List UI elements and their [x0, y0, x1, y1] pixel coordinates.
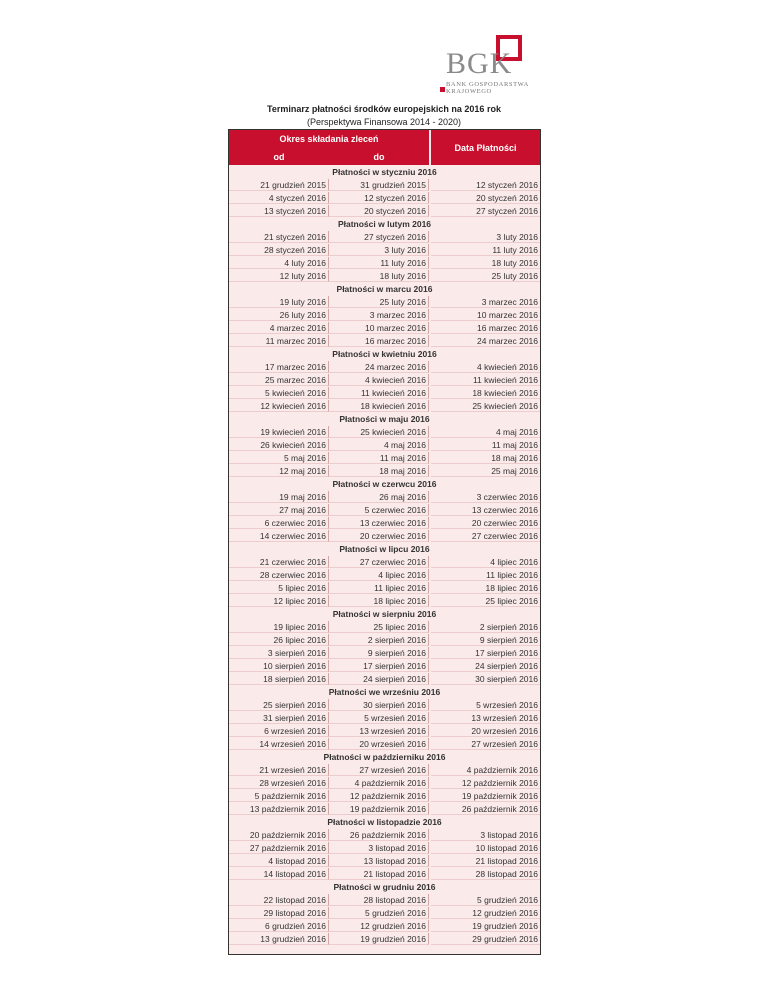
from-date-cell: 12 maj 2016 — [229, 465, 329, 477]
payment-date-cell: 20 czerwiec 2016 — [431, 517, 540, 529]
from-date-cell: 12 luty 2016 — [229, 270, 329, 282]
to-date-cell: 19 październik 2016 — [329, 803, 429, 815]
logo-wordmark: BGK — [446, 47, 513, 80]
payment-date-cell: 18 lipiec 2016 — [431, 582, 540, 594]
to-date-cell: 3 marzec 2016 — [329, 309, 429, 321]
to-date-cell: 18 luty 2016 — [329, 270, 429, 282]
to-date-cell: 25 luty 2016 — [329, 296, 429, 308]
payment-date-cell: 12 październik 2016 — [431, 777, 540, 789]
payment-date-cell: 3 luty 2016 — [431, 231, 540, 243]
payment-date-cell: 3 czerwiec 2016 — [431, 491, 540, 503]
payment-date-cell: 25 maj 2016 — [431, 465, 540, 477]
header-payment-date: Data Płatności — [431, 130, 540, 165]
to-date-cell: 18 maj 2016 — [329, 465, 429, 477]
from-date-cell: 21 grudzień 2015 — [229, 179, 329, 191]
from-date-cell: 13 październik 2016 — [229, 803, 329, 815]
to-date-cell: 25 kwiecień 2016 — [329, 426, 429, 438]
from-date-cell: 4 styczeń 2016 — [229, 192, 329, 204]
payment-date-cell: 3 listopad 2016 — [431, 829, 540, 841]
document-subtitle: (Perspektywa Finansowa 2014 - 2020) — [306, 117, 462, 127]
document-title: Terminarz płatności środków europejskich na 2016 rok — [267, 104, 501, 114]
to-date-cell: 9 sierpień 2016 — [329, 647, 429, 659]
payment-date-cell: 2 sierpień 2016 — [431, 621, 540, 633]
to-date-cell: 20 wrzesień 2016 — [329, 738, 429, 750]
payment-date-cell: 12 grudzień 2016 — [431, 907, 540, 919]
from-date-cell: 27 maj 2016 — [229, 504, 329, 516]
to-date-cell: 4 kwiecień 2016 — [329, 374, 429, 386]
from-date-cell: 13 styczeń 2016 — [229, 205, 329, 217]
to-date-cell: 12 grudzień 2016 — [329, 920, 429, 932]
from-date-cell: 12 kwiecień 2016 — [229, 400, 329, 412]
month-heading: Płatności w lipcu 2016 — [339, 543, 430, 554]
payment-date-cell: 19 październik 2016 — [431, 790, 540, 802]
from-date-cell: 25 marzec 2016 — [229, 374, 329, 386]
payment-date-cell: 30 sierpień 2016 — [431, 673, 540, 685]
logo-dot-icon — [440, 87, 445, 92]
payment-date-cell: 3 marzec 2016 — [431, 296, 540, 308]
to-date-cell: 3 listopad 2016 — [329, 842, 429, 854]
to-date-cell: 21 listopad 2016 — [329, 868, 429, 880]
from-date-cell: 25 sierpień 2016 — [229, 699, 329, 711]
from-date-cell: 13 grudzień 2016 — [229, 933, 329, 945]
from-date-cell: 12 lipiec 2016 — [229, 595, 329, 607]
to-date-cell: 18 lipiec 2016 — [329, 595, 429, 607]
to-date-cell: 13 czerwiec 2016 — [329, 517, 429, 529]
payment-date-cell: 17 sierpień 2016 — [431, 647, 540, 659]
to-date-cell: 16 marzec 2016 — [329, 335, 429, 347]
from-date-cell: 22 listopad 2016 — [229, 894, 329, 906]
to-date-cell: 18 kwiecień 2016 — [329, 400, 429, 412]
to-date-cell: 4 październik 2016 — [329, 777, 429, 789]
month-heading: Płatności w grudniu 2016 — [333, 882, 436, 892]
to-date-cell: 26 październik 2016 — [329, 829, 429, 841]
from-date-cell: 17 marzec 2016 — [229, 361, 329, 373]
payment-date-cell: 9 sierpień 2016 — [431, 634, 540, 646]
payment-date-cell: 4 październik 2016 — [431, 764, 540, 776]
from-date-cell: 10 sierpień 2016 — [229, 660, 329, 672]
from-date-cell: 6 grudzień 2016 — [229, 920, 329, 932]
header-from: od — [229, 148, 329, 165]
month-heading: Płatności w marcu 2016 — [336, 283, 433, 294]
month-heading: Płatności w październiku 2016 — [323, 752, 446, 762]
from-date-cell: 19 lipiec 2016 — [229, 621, 329, 633]
payment-date-cell: 18 luty 2016 — [431, 257, 540, 269]
to-date-cell: 28 listopad 2016 — [329, 894, 429, 906]
payment-date-cell: 27 styczeń 2016 — [431, 205, 540, 217]
to-date-cell: 11 lipiec 2016 — [329, 582, 429, 594]
payment-date-cell: 13 czerwiec 2016 — [431, 504, 540, 516]
to-date-cell: 4 lipiec 2016 — [329, 569, 429, 581]
month-heading: Płatności w lutym 2016 — [337, 218, 432, 229]
bgk-logo — [446, 35, 551, 93]
payment-date-cell: 27 czerwiec 2016 — [431, 530, 540, 542]
from-date-cell: 19 maj 2016 — [229, 491, 329, 503]
payment-date-cell: 26 październik 2016 — [431, 803, 540, 815]
from-date-cell: 18 sierpień 2016 — [229, 673, 329, 685]
to-date-cell: 11 kwiecień 2016 — [329, 387, 429, 399]
from-date-cell: 28 wrzesień 2016 — [229, 777, 329, 789]
to-date-cell: 20 czerwiec 2016 — [329, 530, 429, 542]
to-date-cell: 24 marzec 2016 — [329, 361, 429, 373]
to-date-cell: 12 styczeń 2016 — [329, 192, 429, 204]
to-date-cell: 30 sierpień 2016 — [329, 699, 429, 711]
to-date-cell: 3 luty 2016 — [329, 244, 429, 256]
to-date-cell: 26 maj 2016 — [329, 491, 429, 503]
payment-date-cell: 10 listopad 2016 — [431, 842, 540, 854]
from-date-cell: 26 luty 2016 — [229, 309, 329, 321]
payment-schedule-table — [228, 129, 541, 955]
to-date-cell: 27 czerwiec 2016 — [329, 556, 429, 568]
from-date-cell: 19 kwiecień 2016 — [229, 426, 329, 438]
from-date-cell: 5 maj 2016 — [229, 452, 329, 464]
from-date-cell: 14 czerwiec 2016 — [229, 530, 329, 542]
from-date-cell: 11 marzec 2016 — [229, 335, 329, 347]
payment-date-cell: 5 wrzesień 2016 — [431, 699, 540, 711]
to-date-cell: 27 styczeń 2016 — [329, 231, 429, 243]
to-date-cell: 5 czerwiec 2016 — [329, 504, 429, 516]
month-heading: Płatności w czerwcu 2016 — [332, 478, 437, 489]
payment-date-cell: 20 wrzesień 2016 — [431, 725, 540, 737]
to-date-cell: 31 grudzień 2015 — [329, 179, 429, 191]
payment-date-cell: 4 lipiec 2016 — [431, 556, 540, 568]
from-date-cell: 3 sierpień 2016 — [229, 647, 329, 659]
month-heading: Płatności w styczniu 2016 — [332, 167, 437, 177]
payment-date-cell: 29 grudzień 2016 — [431, 933, 540, 945]
payment-date-cell: 25 lipiec 2016 — [431, 595, 540, 607]
to-date-cell: 24 sierpień 2016 — [329, 673, 429, 685]
month-heading: Płatności w sierpniu 2016 — [332, 608, 437, 619]
payment-date-cell: 16 marzec 2016 — [431, 322, 540, 334]
from-date-cell: 28 styczeń 2016 — [229, 244, 329, 256]
payment-date-cell: 11 luty 2016 — [431, 244, 540, 256]
to-date-cell: 4 maj 2016 — [329, 439, 429, 451]
to-date-cell: 13 wrzesień 2016 — [329, 725, 429, 737]
from-date-cell: 14 listopad 2016 — [229, 868, 329, 880]
from-date-cell: 21 wrzesień 2016 — [229, 764, 329, 776]
from-date-cell: 5 lipiec 2016 — [229, 582, 329, 594]
payment-date-cell: 4 kwiecień 2016 — [431, 361, 540, 373]
from-date-cell: 27 październik 2016 — [229, 842, 329, 854]
month-heading: Płatności w kwietniu 2016 — [332, 348, 437, 359]
to-date-cell: 19 grudzień 2016 — [329, 933, 429, 945]
from-date-cell: 26 lipiec 2016 — [229, 634, 329, 646]
header-period: Okres składania zleceń — [229, 130, 429, 148]
to-date-cell: 10 marzec 2016 — [329, 322, 429, 334]
month-heading: Płatności w maju 2016 — [339, 413, 430, 424]
payment-date-cell: 27 wrzesień 2016 — [431, 738, 540, 750]
to-date-cell: 12 październik 2016 — [329, 790, 429, 802]
to-date-cell: 17 sierpień 2016 — [329, 660, 429, 672]
month-heading: Płatności we wrześniu 2016 — [328, 687, 441, 697]
to-date-cell: 2 sierpień 2016 — [329, 634, 429, 646]
payment-date-cell: 11 maj 2016 — [431, 439, 540, 451]
from-date-cell: 28 czerwiec 2016 — [229, 569, 329, 581]
payment-date-cell: 18 kwiecień 2016 — [431, 387, 540, 399]
from-date-cell: 4 marzec 2016 — [229, 322, 329, 334]
payment-date-cell: 21 listopad 2016 — [431, 855, 540, 867]
payment-date-cell: 24 marzec 2016 — [431, 335, 540, 347]
payment-date-cell: 10 marzec 2016 — [431, 309, 540, 321]
from-date-cell: 21 styczeń 2016 — [229, 231, 329, 243]
from-date-cell: 29 listopad 2016 — [229, 907, 329, 919]
payment-date-cell: 24 sierpień 2016 — [431, 660, 540, 672]
payment-date-cell: 11 lipiec 2016 — [431, 569, 540, 581]
to-date-cell: 5 grudzień 2016 — [329, 907, 429, 919]
payment-date-cell: 18 maj 2016 — [431, 452, 540, 464]
payment-date-cell: 5 grudzień 2016 — [431, 894, 540, 906]
payment-date-cell: 13 wrzesień 2016 — [431, 712, 540, 724]
to-date-cell: 27 wrzesień 2016 — [329, 764, 429, 776]
from-date-cell: 4 luty 2016 — [229, 257, 329, 269]
from-date-cell: 6 czerwiec 2016 — [229, 517, 329, 529]
from-date-cell: 5 październik 2016 — [229, 790, 329, 802]
from-date-cell: 4 listopad 2016 — [229, 855, 329, 867]
payment-date-cell: 28 listopad 2016 — [431, 868, 540, 880]
from-date-cell: 31 sierpień 2016 — [229, 712, 329, 724]
to-date-cell: 5 wrzesień 2016 — [329, 712, 429, 724]
payment-date-cell: 19 grudzień 2016 — [431, 920, 540, 932]
from-date-cell: 14 wrzesień 2016 — [229, 738, 329, 750]
from-date-cell: 6 wrzesień 2016 — [229, 725, 329, 737]
header-to: do — [329, 148, 429, 165]
payment-date-cell: 11 kwiecień 2016 — [431, 374, 540, 386]
to-date-cell: 20 styczeń 2016 — [329, 205, 429, 217]
logo-subtitle: BANK GOSPODARSTWA KRAJOWEGO — [446, 81, 529, 95]
payment-date-cell: 20 styczeń 2016 — [431, 192, 540, 204]
from-date-cell: 26 kwiecień 2016 — [229, 439, 329, 451]
from-date-cell: 19 luty 2016 — [229, 296, 329, 308]
payment-date-cell: 25 luty 2016 — [431, 270, 540, 282]
to-date-cell: 11 maj 2016 — [329, 452, 429, 464]
payment-date-cell: 25 kwiecień 2016 — [431, 400, 540, 412]
from-date-cell: 20 październik 2016 — [229, 829, 329, 841]
from-date-cell: 5 kwiecień 2016 — [229, 387, 329, 399]
payment-date-cell: 12 styczeń 2016 — [431, 179, 540, 191]
to-date-cell: 11 luty 2016 — [329, 257, 429, 269]
to-date-cell: 25 lipiec 2016 — [329, 621, 429, 633]
from-date-cell: 21 czerwiec 2016 — [229, 556, 329, 568]
to-date-cell: 13 listopad 2016 — [329, 855, 429, 867]
month-heading: Płatności w listopadzie 2016 — [327, 817, 442, 827]
payment-date-cell: 4 maj 2016 — [431, 426, 540, 438]
